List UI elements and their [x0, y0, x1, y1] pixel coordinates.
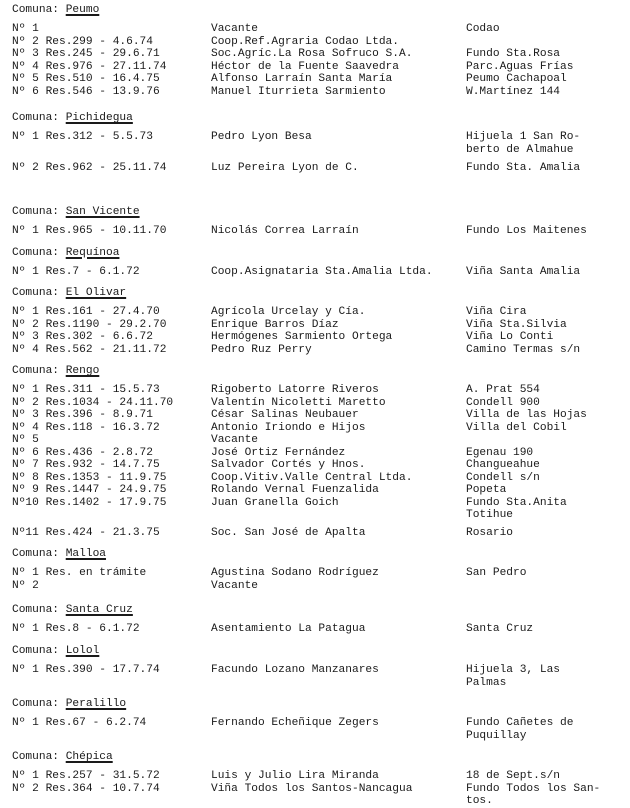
owner-name: Pedro Ruz Perry	[211, 343, 312, 356]
owner-name: Luis y Julio Lira Miranda	[211, 770, 379, 782]
property-location: Fundo Cañetes de Puquillay	[466, 717, 574, 742]
registry-number-resolution: Nº 2 Res.1034 - 24.11.70	[12, 396, 174, 409]
comuna-name: Santa Cruz	[65, 604, 133, 616]
property-location: Viña Cira	[466, 306, 527, 318]
comuna-name: San Vicente	[65, 206, 140, 218]
property-location: Hijuela 1 San Ro- berto de Almahue	[466, 131, 581, 156]
comuna-heading	[12, 287, 126, 300]
registry-row	[0, 580, 630, 593]
comuna-label: Comuna:	[12, 698, 66, 710]
registry-row	[0, 623, 630, 636]
owner-name: Manuel Iturrieta Sarmiento	[211, 85, 386, 98]
comuna-heading	[12, 645, 99, 658]
registry-number-resolution: Nº 3 Res.245 - 29.6.71	[12, 48, 160, 60]
registry-row	[0, 434, 630, 447]
registry-number-resolution: Nº 9 Res.1447 - 24.9.75	[12, 484, 167, 496]
registry-row	[0, 73, 630, 86]
registry-number-resolution: Nº10 Res.1402 - 17.9.75	[12, 496, 167, 509]
comuna-name: Malloa	[65, 548, 107, 560]
registry-row	[0, 783, 630, 808]
registry-row	[0, 497, 630, 522]
comuna-label: Comuna:	[12, 645, 66, 657]
owner-name: Rolando Vernal Fuenzalida	[211, 484, 379, 496]
registry-number-resolution: Nº 1	[12, 23, 39, 35]
registry-row	[0, 770, 630, 783]
owner-name: Vacante	[211, 23, 258, 35]
owner-name: Valentín Nicoletti Maretto	[211, 396, 386, 409]
registry-number-resolution: Nº 2 Res.364 - 10.7.74	[12, 782, 160, 795]
registry-number-resolution: Nº 1 Res.312 - 5.5.73	[12, 131, 153, 143]
property-location: Fundo Todos los San- tos.	[466, 782, 601, 807]
registry-number-resolution: Nº 1 Res. en trámite	[12, 567, 147, 579]
registry-number-resolution: Nº 1 Res.390 - 17.7.74	[12, 664, 160, 676]
registry-number-resolution: Nº 3 Res.302 - 6.6.72	[12, 331, 153, 343]
registry-row	[0, 472, 630, 485]
comuna-name: Lolol	[65, 645, 100, 657]
property-location: Santa Cruz	[466, 623, 534, 635]
owner-name: Enrique Barros Díaz	[211, 318, 339, 331]
property-location: Changueahue	[466, 459, 540, 471]
owner-name: Hermógenes Sarmiento Ortega	[211, 331, 393, 343]
registry-row	[0, 409, 630, 422]
owner-name: Asentamiento La Patagua	[211, 623, 366, 635]
owner-name: Rigoberto Latorre Riveros	[211, 384, 379, 396]
registry-number-resolution: Nº 1 Res.67 - 6.2.74	[12, 717, 147, 729]
owner-name: Soc. San José de Apalta	[211, 526, 366, 539]
comuna-label: Comuna:	[12, 548, 66, 560]
comuna-label: Comuna:	[12, 604, 66, 616]
comuna-heading	[12, 4, 99, 17]
property-location: Fundo Sta.Rosa	[466, 48, 560, 60]
property-location: San Pedro	[466, 567, 527, 579]
registry-number-resolution: Nº 7 Res.932 - 14.7.75	[12, 459, 160, 471]
comuna-label: Comuna:	[12, 4, 66, 16]
property-location: 18 de Sept.s/n	[466, 770, 560, 782]
registry-row	[0, 422, 630, 435]
property-location: W.Martínez 144	[466, 85, 560, 98]
property-location: Codao	[466, 23, 500, 35]
registry-number-resolution: Nº 1 Res.161 - 27.4.70	[12, 306, 160, 318]
owner-name: Agrícola Urcelay y Cía.	[211, 306, 366, 318]
owner-name: Fernando Echeñique Zegers	[211, 717, 379, 729]
owner-name: Coop.Vitiv.Valle Central Ltda.	[211, 471, 413, 484]
property-location: Egenau 190	[466, 446, 534, 459]
comuna-heading	[12, 548, 106, 561]
registry-number-resolution: Nº 5	[12, 434, 39, 446]
property-location: Camino Termas s/n	[466, 343, 581, 356]
registry-number-resolution: Nº 2 Res.299 - 4.6.74	[12, 35, 153, 48]
registry-row	[0, 319, 630, 332]
registry-number-resolution: Nº 6 Res.436 - 2.8.72	[12, 446, 153, 459]
property-location: A. Prat 554	[466, 384, 540, 396]
registry-row	[0, 131, 630, 156]
comuna-heading	[12, 206, 140, 219]
registry-row	[0, 717, 630, 742]
registry-number-resolution: Nº 4 Res.562 - 21.11.72	[12, 343, 167, 356]
owner-name: Pedro Lyon Besa	[211, 131, 312, 143]
comuna-heading	[12, 698, 126, 711]
comuna-name: Peralillo	[65, 698, 127, 710]
comuna-name: Peumo	[65, 4, 100, 16]
registry-row	[0, 567, 630, 580]
registry-row	[0, 48, 630, 61]
property-location: Rosario	[466, 526, 513, 539]
property-location: Popeta	[466, 484, 507, 496]
owner-name: Nicolás Correa Larraín	[211, 225, 359, 237]
registry-number-resolution: Nº 3 Res.396 - 8.9.71	[12, 409, 153, 421]
owner-name: Agustina Sodano Rodríguez	[211, 567, 379, 579]
comuna-label: Comuna:	[12, 206, 66, 218]
registry-number-resolution: Nº 2	[12, 579, 39, 592]
property-location: Villa de las Hojas	[466, 409, 587, 421]
owner-name: Coop.Ref.Agraria Codao Ltda.	[211, 35, 399, 48]
registry-row	[0, 397, 630, 410]
registry-row	[0, 484, 630, 497]
registry-row	[0, 162, 630, 175]
property-location: Viña Lo Conti	[466, 331, 554, 343]
property-location: Villa del Cobil	[466, 421, 567, 434]
registry-row	[0, 459, 630, 472]
owner-name: Juan Granella Goich	[211, 496, 339, 509]
property-location: Fundo Sta. Amalia	[466, 162, 581, 174]
registry-number-resolution: Nº 1 Res.311 - 15.5.73	[12, 384, 160, 396]
registry-number-resolution: Nº 4 Res.976 - 27.11.74	[12, 60, 167, 73]
comuna-label: Comuna:	[12, 751, 66, 763]
registry-row	[0, 384, 630, 397]
owner-name: Vacante	[211, 579, 258, 592]
comuna-heading	[12, 604, 133, 617]
registry-row	[0, 344, 630, 357]
owner-name: Vacante	[211, 434, 258, 446]
registry-number-resolution: Nº 5 Res.510 - 16.4.75	[12, 73, 160, 85]
registry-row	[0, 225, 630, 238]
property-location: Viña Sta.Silvia	[466, 318, 567, 331]
registry-row	[0, 306, 630, 319]
registry-number-resolution: Nº 1 Res.8 - 6.1.72	[12, 623, 140, 635]
comuna-heading	[12, 247, 119, 260]
owner-name: Antonio Iriondo e Hijos	[211, 421, 366, 434]
comuna-name: Rengo	[65, 365, 100, 377]
owner-name: Viña Todos los Santos-Nancagua	[211, 782, 413, 795]
owner-name: Alfonso Larraín Santa María	[211, 73, 393, 85]
registry-number-resolution: Nº 2 Res.962 - 25.11.74	[12, 162, 167, 174]
registry-row	[0, 23, 630, 36]
registry-row	[0, 86, 630, 99]
registry-row	[0, 331, 630, 344]
registry-row	[0, 527, 630, 540]
property-location: Fundo Sta.Anita Totihue	[466, 496, 567, 521]
registry-number-resolution: Nº 8 Res.1353 - 11.9.75	[12, 471, 167, 484]
comuna-heading	[12, 365, 99, 378]
comuna-name: Pichidegua	[65, 112, 133, 124]
property-location: Peumo Cachapoal	[466, 73, 567, 85]
registry-row	[0, 266, 630, 279]
comuna-heading	[12, 112, 133, 125]
property-location: Hijuela 3, Las Palmas	[466, 664, 560, 689]
owner-name: Coop.Asignataria Sta.Amalia Ltda.	[211, 265, 433, 278]
registry-number-resolution: Nº 1 Res.7 - 6.1.72	[12, 265, 140, 278]
registry-number-resolution: Nº 1 Res.965 - 10.11.70	[12, 225, 167, 237]
registry-number-resolution: Nº 6 Res.546 - 13.9.76	[12, 85, 160, 98]
owner-name: César Salinas Neubauer	[211, 409, 359, 421]
registry-number-resolution: Nº 4 Res.118 - 16.3.72	[12, 421, 160, 434]
property-location: Viña Santa Amalia	[466, 265, 581, 278]
comuna-name: Chépica	[65, 751, 113, 763]
registry-row	[0, 664, 630, 689]
registry-row	[0, 447, 630, 460]
comuna-label: Comuna:	[12, 246, 66, 259]
property-location: Parc.Aguas Frías	[466, 60, 574, 73]
comuna-name: El Olivar	[65, 287, 127, 299]
comuna-label: Comuna:	[12, 287, 66, 299]
registry-number-resolution: Nº11 Res.424 - 21.3.75	[12, 526, 160, 539]
property-location: Fundo Los Maitenes	[466, 225, 587, 237]
property-location: Condell 900	[466, 396, 540, 409]
owner-name: Facundo Lozano Manzanares	[211, 664, 379, 676]
owner-name: Salvador Cortés y Hnos.	[211, 459, 366, 471]
comuna-name: Requínoa	[65, 246, 120, 259]
owner-name: Luz Pereira Lyon de C.	[211, 162, 359, 174]
comuna-label: Comuna:	[12, 112, 66, 124]
owner-name: Héctor de la Fuente Saavedra	[211, 60, 399, 73]
registry-row	[0, 61, 630, 74]
comuna-heading	[12, 751, 113, 764]
registry-number-resolution: Nº 1 Res.257 - 31.5.72	[12, 770, 160, 782]
owner-name: José Ortiz Fernández	[211, 446, 346, 459]
comuna-label: Comuna:	[12, 365, 66, 377]
registry-number-resolution: Nº 2 Res.1190 - 29.2.70	[12, 318, 167, 331]
registry-row	[0, 36, 630, 49]
owner-name: Soc.Agríc.La Rosa Sofruco S.A.	[211, 48, 413, 60]
property-location: Condell s/n	[466, 471, 540, 484]
